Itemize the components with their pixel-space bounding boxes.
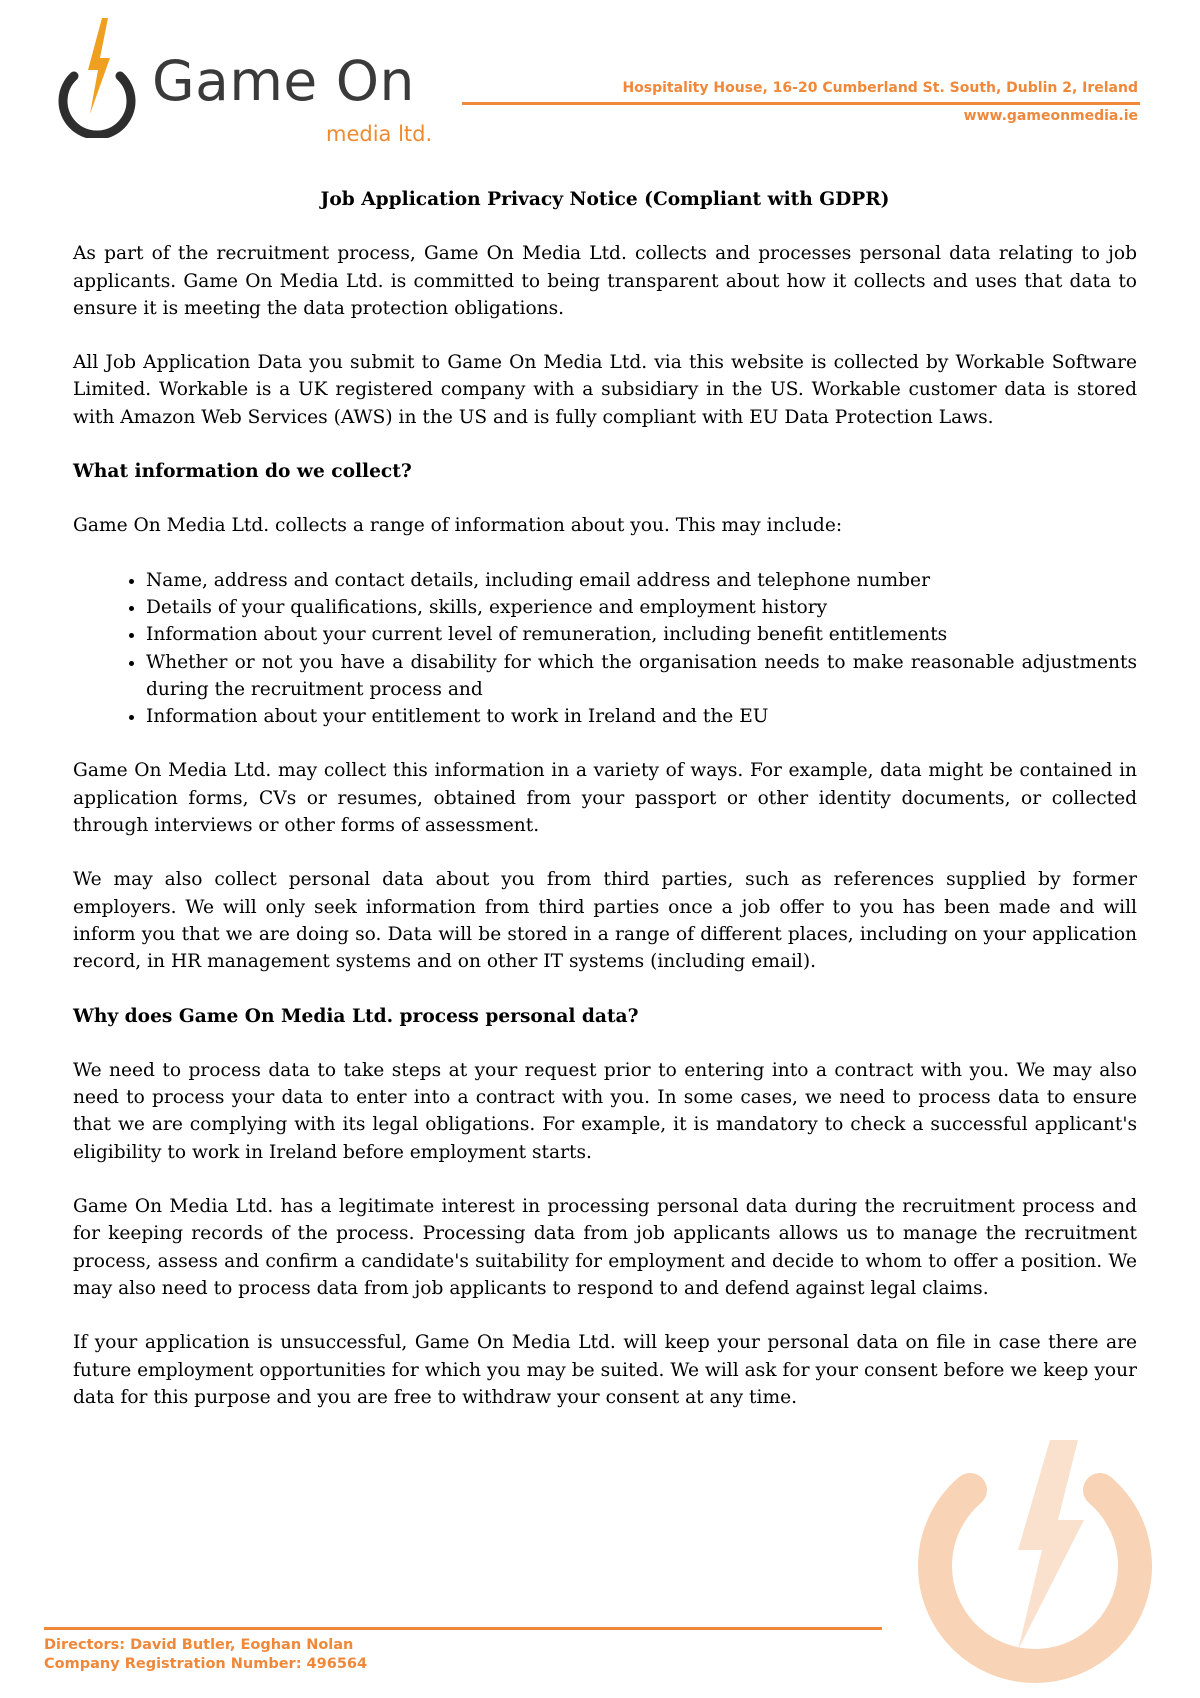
brand-name: Game On [152, 49, 415, 113]
body-paragraph: We need to process data to take steps at your request prior to entering into a contract with you. We may also need to process your data to enter into a contract with you. In some cases, we need to process data to ensure that we are complying with its legal obligations. For example, it is mandatory to check a successful applicant's eligibility to work in Ireland before employment starts. [73, 1059, 1137, 1163]
company-logo [52, 18, 472, 146]
body-paragraph: If your application is unsuccessful, Game On Media Ltd. will keep your personal data on file in case there are future employment opportunities for which you may be suited. We will ask for your consent before we keep your data for this purpose and you are free to withdraw your consent at any time. [73, 1332, 1137, 1408]
section-heading-why: Why does Game On Media Ltd. process personal data? [73, 1005, 639, 1027]
page-title: Job Application Privacy Notice (Compliant with GDPR) [320, 189, 890, 210]
list-item: • Information about your entitlement to work in Ireland and the EU [146, 703, 1137, 730]
footer-divider [44, 1627, 882, 1630]
intro-paragraph: All Job Application Data you submit to Game On Media Ltd. via this website is collected by Workable Software Limited. Workable is a UK registered company with a subsidiary in the US. Workable customer data is stored with Amazon Web Services (AWS) in the US and is fully compliant with EU Data Protection Laws. [73, 352, 1137, 428]
header-divider [462, 102, 1140, 105]
body-paragraph: Game On Media Ltd. may collect this information in a variety of ways. For example, data might be contained in application forms, CVs or resumes, obtained from your passport or other identity documents, or collected through interviews or other forms of assessment. [73, 760, 1137, 837]
section-lead: Game On Media Ltd. collects a range of information about you. This may include: [73, 515, 843, 537]
body-paragraph: Game On Media Ltd. has a legitimate interest in processing personal data during the recruitment process and for keeping records of the process. Processing data from job applicants allows us to manage the recruitment process, assess and confirm a candidate's suitability for employment and decide to whom to offer a position. We may also need to process data from job applicants to respond to and defend against legal claims. [73, 1196, 1137, 1299]
list-item: • Whether or not you have a disability for which the organisation needs to make reasonable adjustments during the recruitment process and [146, 649, 1137, 704]
intro-paragraph: As part of the recruitment process, Game On Media Ltd. collects and processes personal data relating to job applicants. Game On Media Ltd. is committed to being transparent about how it collects and uses that data to ensure it is meeting the data protection obligations. [73, 243, 1137, 319]
footer-registration: Company Registration Number: 496564 [44, 1656, 368, 1672]
watermark-power-icon [900, 1440, 1200, 1698]
list-item: • Name, address and contact details, including email address and telephone number [146, 567, 1137, 594]
brand-subtitle: media ltd. [326, 122, 433, 146]
collected-info-list [73, 567, 1137, 731]
list-item: • Information about your current level of remuneration, including benefit entitlements [146, 621, 1137, 648]
footer-directors: Directors: David Butler, Eoghan Nolan [44, 1637, 354, 1653]
list-item: • Details of your qualifications, skills, experience and employment history [146, 594, 1137, 621]
company-website: www.gameonmedia.ie [963, 108, 1138, 124]
company-address: Hospitality House, 16-20 Cumberland St. South, Dublin 2, Ireland [622, 80, 1138, 96]
section-heading-collect: What information do we collect? [73, 461, 412, 483]
power-lightning-icon [52, 18, 142, 138]
document-body [73, 186, 1137, 1438]
body-paragraph: We may also collect personal data about you from third parties, such as references supplied by former employers. We will only seek information from third parties once a job offer to you has been made and will inform you that we are doing so. Data will be stored in a range of different places, including on your application record, in HR management systems and on other IT systems (including email). [73, 869, 1137, 973]
